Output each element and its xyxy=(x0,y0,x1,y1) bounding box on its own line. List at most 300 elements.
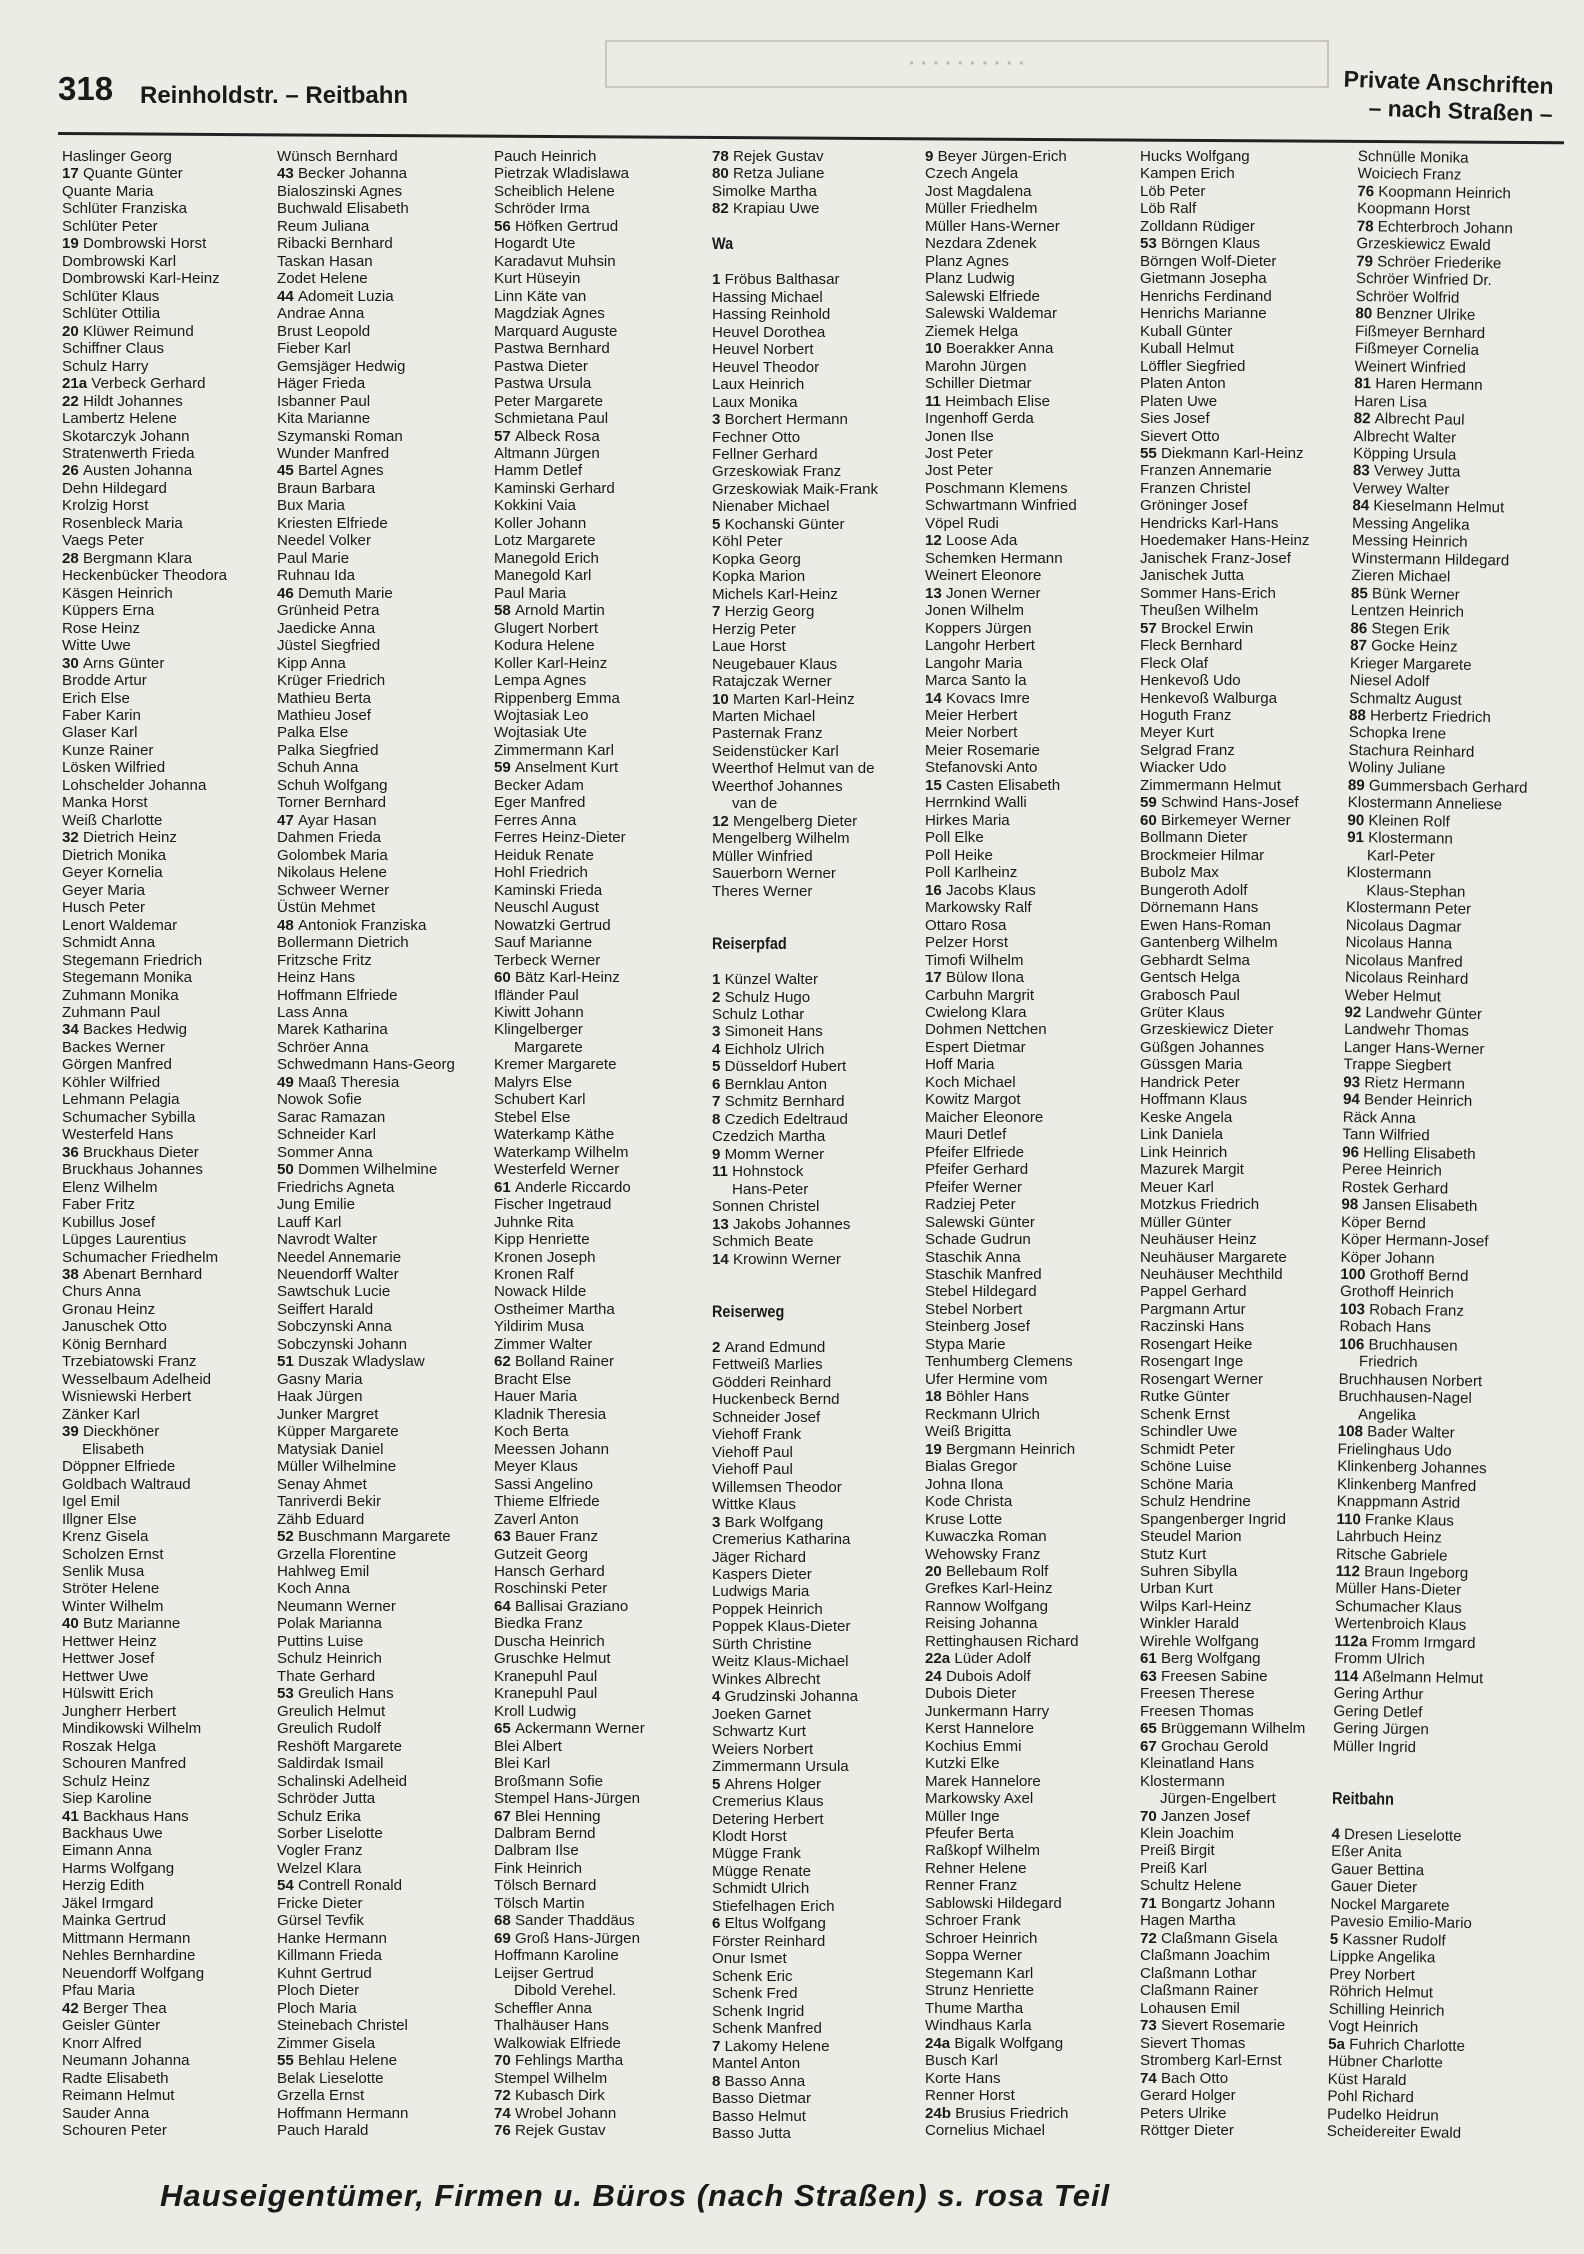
resident-entry: Ewen Hans-Roman xyxy=(1140,916,1271,934)
resident-entry: Thieme Elfriede xyxy=(494,1493,600,1511)
resident-entry: Hagen Martha xyxy=(1140,1912,1236,1930)
resident-entry: 70 Janzen Josef xyxy=(1140,1807,1250,1825)
resident-entry: Ströter Helene xyxy=(62,1580,160,1598)
resident-entry: Wehowsky Franz xyxy=(925,1545,1041,1563)
resident-entry: Schumacher Klaus xyxy=(1334,1597,1462,1617)
resident-entry: 48 Antoniok Franziska xyxy=(277,916,427,934)
resident-entry: Schmietana Paul xyxy=(494,410,609,428)
house-number: 53 xyxy=(277,1685,298,1703)
resident-entry: 4 Grudzinski Johanna xyxy=(712,1688,858,1706)
resident-entry: Killmann Frieda xyxy=(277,1947,382,1965)
house-number: 7 xyxy=(712,603,725,621)
resident-entry: Heckenbücker Theodora xyxy=(62,567,228,585)
resident-entry: Kremer Margarete xyxy=(494,1056,617,1074)
resident-entry: Gentsch Helga xyxy=(1140,969,1240,987)
resident-entry: Igel Emil xyxy=(62,1493,120,1511)
resident-entry: 17 Quante Günter xyxy=(62,165,183,183)
house-number: 76 xyxy=(1357,182,1379,201)
resident-entry: Selgrad Franz xyxy=(1140,741,1235,759)
resident-entry: Sommer Hans-Erich xyxy=(1140,584,1276,602)
resident-entry: Zänker Karl xyxy=(62,1405,141,1423)
resident-entry: Thume Martha xyxy=(925,1999,1024,2017)
resident-entry: Czech Angela xyxy=(925,165,1019,183)
resident-entry: 61 Anderle Riccardo xyxy=(494,1178,631,1196)
resident-entry: Herzig Edith xyxy=(62,1877,145,1895)
house-number: 78 xyxy=(712,148,733,165)
resident-entry: Kronen Joseph xyxy=(494,1248,596,1266)
resident-entry: 39 Dieckhöner xyxy=(62,1423,160,1441)
resident-entry: Ifländer Paul xyxy=(494,986,579,1004)
resident-entry: 40 Butz Marianne xyxy=(62,1615,181,1633)
resident-entry: Paul Maria xyxy=(494,584,567,602)
house-number: 45 xyxy=(277,462,298,480)
resident-entry: Carbuhn Margrit xyxy=(925,986,1035,1004)
resident-entry: Tann Wilfried xyxy=(1342,1126,1430,1145)
resident-entry: 92 Landwehr Günter xyxy=(1344,1003,1483,1024)
resident-entry: Winter Wilhelm xyxy=(62,1597,164,1615)
resident-entry: 73 Sievert Rosemarie xyxy=(1140,2017,1286,2035)
resident-entry: 72 Kubasch Dirk xyxy=(494,2087,605,2105)
resident-entry: Schlüter Franziska xyxy=(62,200,187,218)
resident-entry: Sievert Otto xyxy=(1140,427,1220,445)
resident-entry: Pargmann Artur xyxy=(1140,1300,1246,1318)
resident-entry: Matysiak Daniel xyxy=(277,1440,384,1458)
resident-entry: Gering Jürgen xyxy=(1333,1719,1429,1739)
resident-entry: Stebel Else xyxy=(494,1108,571,1126)
resident-entry: Woliny Juliane xyxy=(1348,759,1446,778)
resident-entry: Klaus-Stephan xyxy=(1366,881,1466,901)
resident-entry: Timofi Wilhelm xyxy=(925,951,1024,969)
resident-entry: 59 Anselment Kurt xyxy=(494,759,619,777)
resident-entry: Palka Else xyxy=(277,724,349,742)
resident-entry: Weber Helmut xyxy=(1344,986,1442,1005)
resident-entry: Needel Annemarie xyxy=(277,1248,402,1266)
resident-entry: Staschik Anna xyxy=(925,1248,1021,1266)
resident-entry: Hogardt Ute xyxy=(494,235,576,253)
resident-entry: Sobczynski Anna xyxy=(277,1318,392,1336)
resident-entry: Hübner Charlotte xyxy=(1327,2052,1444,2072)
resident-entry: Neuhäuser Heinz xyxy=(1140,1231,1257,1249)
resident-entry: Fieber Karl xyxy=(277,340,351,358)
resident-entry: Hassing Reinhold xyxy=(712,306,831,324)
resident-entry: Tenhumberg Clemens xyxy=(925,1353,1073,1371)
resident-entry: 106 Bruchhausen xyxy=(1339,1335,1458,1355)
resident-entry: Förster Reinhard xyxy=(712,1932,826,1950)
resident-entry: Eger Manfred xyxy=(494,794,586,812)
resident-entry: 11 Hohnstock xyxy=(712,1163,804,1181)
resident-entry: Jung Emilie xyxy=(277,1196,356,1214)
resident-entry: 12 Loose Ada xyxy=(925,532,1018,550)
resident-entry: Schwartz Kurt xyxy=(712,1723,806,1741)
resident-entry: Schweer Werner xyxy=(277,881,390,899)
resident-entry: Gebhardt Selma xyxy=(1140,951,1250,969)
resident-entry: Müller Hans-Werner xyxy=(925,217,1060,235)
resident-entry: 4 Dresen Lieselotte xyxy=(1331,1825,1462,1845)
resident-entry: Köhler Wilfried xyxy=(62,1073,161,1091)
house-number: 80 xyxy=(1355,305,1377,323)
directory-column-5 xyxy=(925,148,1079,2139)
house-number: 112a xyxy=(1334,1632,1372,1651)
resident-entry: Friedrichs Agneta xyxy=(277,1178,395,1196)
resident-entry: Schouren Peter xyxy=(62,2121,167,2139)
resident-entry: Löb Ralf xyxy=(1140,200,1197,218)
house-number: 43 xyxy=(277,165,298,183)
resident-entry: Grünheid Petra xyxy=(277,602,380,620)
house-number: 4 xyxy=(1331,1825,1345,1843)
resident-entry: Kuwaczka Roman xyxy=(925,1528,1047,1546)
resident-entry: Planz Ludwig xyxy=(925,270,1015,288)
resident-entry: van de xyxy=(732,795,778,813)
resident-entry: 87 Gocke Heinz xyxy=(1350,637,1458,656)
resident-entry: Löffler Siegfried xyxy=(1140,357,1246,375)
resident-entry: 96 Helling Elisabeth xyxy=(1342,1143,1476,1163)
resident-entry: Köpping Ursula xyxy=(1353,444,1457,464)
resident-entry: Kutzki Elke xyxy=(925,1755,1000,1773)
house-number: 17 xyxy=(925,969,946,987)
house-number: 3 xyxy=(712,1023,725,1041)
resident-entry: Strunz Henriette xyxy=(925,1982,1035,2000)
house-number: 8 xyxy=(712,2072,725,2090)
resident-entry: Wünsch Bernhard xyxy=(277,148,398,165)
resident-entry: Pfeufer Berta xyxy=(925,1825,1014,1842)
resident-entry: Polak Marianna xyxy=(277,1615,382,1633)
resident-entry: Gerard Holger xyxy=(1140,2087,1236,2105)
resident-entry: Torner Bernhard xyxy=(277,794,387,812)
resident-entry: Glugert Norbert xyxy=(494,619,599,637)
resident-entry: Pastwa Dieter xyxy=(494,357,588,375)
resident-entry: Schemken Hermann xyxy=(925,549,1063,567)
resident-entry: Henkevoß Udo xyxy=(1140,672,1241,690)
resident-entry: 20 Bellebaum Rolf xyxy=(925,1562,1049,1580)
resident-entry: Dombrowski Karl xyxy=(62,252,177,270)
resident-entry: Schwedmann Hans-Georg xyxy=(277,1056,455,1074)
resident-entry: Lohschelder Johanna xyxy=(62,776,207,794)
resident-entry: Albrecht Walter xyxy=(1353,427,1457,447)
resident-entry: Ferres Heinz-Dieter xyxy=(494,829,626,847)
resident-entry: Hanke Hermann xyxy=(277,1929,387,1947)
resident-entry: 114 Aßelmann Helmut xyxy=(1333,1667,1484,1687)
house-number: 5 xyxy=(712,1058,725,1076)
resident-entry: Simolke Martha xyxy=(712,182,817,200)
resident-entry: Jost Peter xyxy=(925,444,993,462)
resident-entry: Schouren Manfred xyxy=(62,1755,187,1773)
house-number: 85 xyxy=(1350,584,1373,602)
resident-entry: Pastwa Bernhard xyxy=(494,340,610,358)
resident-entry: Rutke Günter xyxy=(1140,1388,1230,1406)
resident-entry: Churs Anna xyxy=(62,1283,141,1301)
house-number: 20 xyxy=(925,1562,946,1580)
resident-entry: Kroll Ludwig xyxy=(494,1702,577,1720)
resident-entry: Kranepuhl Paul xyxy=(494,1685,598,1703)
house-number: 89 xyxy=(1347,776,1370,795)
resident-entry: 6 Bernklau Anton xyxy=(712,1075,827,1093)
resident-entry: Ottaro Rosa xyxy=(925,916,1007,934)
house-number: 5 xyxy=(1329,1930,1343,1948)
resident-entry: Busch Karl xyxy=(925,2052,998,2070)
resident-entry: Palka Siegfried xyxy=(277,741,379,759)
house-number: 12 xyxy=(712,812,733,830)
resident-entry: Claßmann Lothar xyxy=(1140,1964,1257,1982)
resident-entry: Siep Karoline xyxy=(62,1790,152,1808)
resident-entry: 1 Künzel Walter xyxy=(712,971,818,989)
resident-entry: Laue Horst xyxy=(712,638,786,656)
resident-entry: Meier Norbert xyxy=(925,724,1018,742)
blank-line xyxy=(712,918,878,935)
resident-entry: Nowok Sofie xyxy=(277,1091,362,1109)
resident-entry: Gering Arthur xyxy=(1333,1685,1424,1704)
resident-entry: Schlüter Ottilia xyxy=(62,305,161,323)
resident-entry: Stegemann Friedrich xyxy=(62,951,203,969)
house-number: 26 xyxy=(62,462,83,480)
resident-entry: Neuhäuser Margarete xyxy=(1140,1248,1287,1266)
house-number: 96 xyxy=(1342,1143,1364,1161)
resident-entry: 11 Heimbach Elise xyxy=(925,392,1051,410)
resident-entry: Reum Juliana xyxy=(277,217,370,235)
resident-entry: Poppek Heinrich xyxy=(712,1600,823,1618)
resident-entry: 34 Backes Hedwig xyxy=(62,1021,188,1039)
resident-entry: Greulich Helmut xyxy=(277,1702,386,1720)
house-number: 5 xyxy=(712,1775,725,1793)
resident-entry: 9 Beyer Jürgen-Erich xyxy=(925,148,1067,165)
resident-entry: Huckenbeck Bernd xyxy=(712,1391,840,1409)
street-heading: Reiserpfad xyxy=(712,934,787,954)
resident-entry: Hauer Maria xyxy=(494,1388,578,1406)
resident-entry: Lambertz Helene xyxy=(62,410,177,428)
resident-entry: Meessen Johann xyxy=(494,1440,609,1458)
resident-entry: 45 Bartel Agnes xyxy=(277,462,384,480)
resident-entry: Gantenberg Wilhelm xyxy=(1140,934,1278,952)
resident-entry: Weinert Winfried xyxy=(1354,357,1466,377)
resident-entry: Taskan Hasan xyxy=(277,252,373,270)
resident-entry: Zuhmann Monika xyxy=(62,986,179,1004)
resident-entry: Kurt Hüseyin xyxy=(494,270,581,288)
resident-entry: 24a Bigalk Wolfgang xyxy=(925,2034,1064,2052)
resident-entry: Claßmann Rainer xyxy=(1140,1982,1259,2000)
resident-entry: 22 Hildt Johannes xyxy=(62,392,183,410)
house-number: 24 xyxy=(925,1667,946,1685)
resident-entry: Hettwer Josef xyxy=(62,1650,155,1668)
resident-entry: Stebel Hildegard xyxy=(925,1283,1037,1301)
resident-entry: 57 Albeck Rosa xyxy=(494,427,600,445)
directory-column-1 xyxy=(62,148,227,2139)
resident-entry: 12 Mengelberg Dieter xyxy=(712,812,858,830)
resident-entry: Basso Jutta xyxy=(712,2124,791,2142)
resident-entry: Klostermann Peter xyxy=(1345,899,1472,919)
resident-entry: Peree Heinrich xyxy=(1341,1161,1442,1180)
resident-entry: 38 Abenart Bernhard xyxy=(62,1266,203,1283)
resident-entry: Niesel Adolf xyxy=(1349,671,1430,691)
house-number: 93 xyxy=(1343,1073,1365,1092)
resident-entry: 89 Gummersbach Gerhard xyxy=(1347,776,1528,797)
house-number: 67 xyxy=(1140,1737,1161,1755)
house-number: 28 xyxy=(62,549,83,567)
resident-entry: Schumacher Sybilla xyxy=(62,1108,196,1126)
resident-entry: Steudel Marion xyxy=(1140,1528,1242,1546)
resident-entry: Willemsen Theodor xyxy=(712,1478,842,1496)
resident-entry: Zimmermann Helmut xyxy=(1140,776,1281,794)
house-number: 65 xyxy=(1140,1720,1161,1738)
resident-entry: 82 Albrecht Paul xyxy=(1353,409,1465,429)
resident-entry: Jürgen-Engelbert xyxy=(1160,1790,1276,1808)
resident-entry: Neuschl August xyxy=(494,899,599,917)
house-number: 55 xyxy=(277,2052,298,2070)
resident-entry: 94 Bender Heinrich xyxy=(1342,1091,1473,1111)
resident-entry: Üstün Mehmet xyxy=(277,899,376,917)
resident-entry: 41 Backhaus Hans xyxy=(62,1807,189,1825)
house-number: 80 xyxy=(712,165,733,183)
resident-entry: Grzeskowiak Maik-Frank xyxy=(712,480,879,498)
resident-entry: Ostheimer Martha xyxy=(494,1300,615,1318)
resident-entry: Stiefelhagen Erich xyxy=(712,1897,835,1915)
resident-entry: Langohr Maria xyxy=(925,654,1023,672)
resident-entry: Wilps Karl-Heinz xyxy=(1140,1597,1252,1615)
resident-entry: Schmidt Anna xyxy=(62,934,156,952)
resident-entry: Heuvel Dorothea xyxy=(712,323,826,341)
resident-entry: Manegold Erich xyxy=(494,549,599,567)
house-number: 73 xyxy=(1140,2017,1161,2035)
resident-entry: Kita Marianne xyxy=(277,410,371,428)
resident-entry: Rehner Helene xyxy=(925,1859,1027,1877)
house-number: 34 xyxy=(62,1021,83,1039)
resident-entry: Buchwald Elisabeth xyxy=(277,200,409,218)
resident-entry: Schiller Dietmar xyxy=(925,375,1032,393)
resident-entry: Scheffler Anna xyxy=(494,1999,592,2017)
resident-entry: 70 Fehlings Martha xyxy=(494,2052,624,2070)
house-number: 74 xyxy=(1140,2069,1161,2087)
resident-entry: Klostermann xyxy=(1140,1772,1225,1790)
resident-entry: Grzeskowiak Franz xyxy=(712,463,842,481)
house-number: 41 xyxy=(62,1807,83,1825)
resident-entry: Janischek Jutta xyxy=(1140,567,1245,585)
resident-entry: Gasny Maria xyxy=(277,1370,363,1388)
resident-entry: Seiffert Harald xyxy=(277,1300,374,1318)
house-number: 84 xyxy=(1352,497,1374,515)
resident-entry: Zieren Michael xyxy=(1351,567,1451,586)
resident-entry: Verwey Walter xyxy=(1352,479,1450,499)
resident-entry: Schenk Fred xyxy=(712,1985,798,2003)
resident-entry: 98 Jansen Elisabeth xyxy=(1341,1195,1478,1216)
house-number: 20 xyxy=(62,322,83,340)
directory-column-3 xyxy=(494,148,645,2139)
resident-entry: Schlüter Klaus xyxy=(62,287,160,305)
resident-entry: Cornelius Michael xyxy=(925,2121,1045,2139)
resident-entry: Marek Hannelore xyxy=(925,1772,1041,1790)
resident-entry: Schröer Winfried Dr. xyxy=(1355,270,1492,290)
resident-entry: Zähb Eduard xyxy=(277,1510,365,1528)
resident-entry: Poppek Klaus-Dieter xyxy=(712,1618,851,1636)
resident-entry: Pfeifer Elfriede xyxy=(925,1143,1024,1161)
resident-entry: Reshöft Margarete xyxy=(277,1737,403,1755)
resident-entry: 76 Koopmann Heinrich xyxy=(1357,182,1511,203)
resident-entry: 42 Berger Thea xyxy=(62,1999,167,2017)
house-number: 16 xyxy=(925,881,946,899)
resident-entry: Koopmann Horst xyxy=(1356,200,1471,220)
resident-entry: 93 Rietz Hermann xyxy=(1343,1073,1466,1093)
resident-entry: Geyer Maria xyxy=(62,881,146,899)
resident-entry: 20 Klüwer Reimund xyxy=(62,322,194,340)
house-number: 39 xyxy=(62,1423,83,1441)
resident-entry: Sürth Christine xyxy=(712,1635,812,1653)
resident-entry: Meier Rosemarie xyxy=(925,741,1040,759)
resident-entry: Schenk Manfred xyxy=(712,2020,822,2038)
resident-entry: 79 Schröer Friederike xyxy=(1356,252,1502,273)
resident-entry: Thate Gerhard xyxy=(277,1667,376,1685)
resident-entry: Stebel Norbert xyxy=(925,1300,1023,1318)
resident-entry: Hendricks Karl-Hans xyxy=(1140,514,1279,532)
resident-entry: Sauf Marianne xyxy=(494,934,593,952)
house-number: 9 xyxy=(925,148,938,165)
resident-entry: 62 Bolland Rainer xyxy=(494,1353,614,1371)
resident-entry: Bialoszinski Agnes xyxy=(277,182,403,200)
resident-entry: Fißmeyer Cornelia xyxy=(1354,340,1480,360)
directory-column-2 xyxy=(277,148,455,2139)
resident-entry: Nowack Hilde xyxy=(494,1283,587,1301)
resident-entry: 56 Höfken Gertrud xyxy=(494,217,619,235)
resident-entry: 49 Maaß Theresia xyxy=(277,1073,400,1091)
resident-entry: Frielinghaus Udo xyxy=(1337,1440,1452,1460)
resident-entry: Weerthof Helmut van de xyxy=(712,760,875,778)
resident-entry: Peters Ulrike xyxy=(1140,2104,1227,2122)
resident-entry: 67 Blei Henning xyxy=(494,1807,601,1825)
house-number: 58 xyxy=(494,602,515,620)
resident-entry: Schneider Josef xyxy=(712,1408,821,1426)
section-header-line1: Private Anschriften xyxy=(1343,65,1554,99)
resident-entry: Krüger Friedrich xyxy=(277,672,386,690)
house-number: 54 xyxy=(277,1877,298,1895)
resident-entry: Elenz Wilhelm xyxy=(62,1178,158,1196)
resident-entry: Schröder Irma xyxy=(494,200,590,218)
resident-entry: Bialas Gregor xyxy=(925,1458,1018,1476)
resident-entry: Brust Leopold xyxy=(277,322,371,340)
resident-entry: 110 Franke Klaus xyxy=(1336,1510,1455,1530)
resident-entry: Margarete xyxy=(514,1038,583,1056)
resident-entry: 2 Schulz Hugo xyxy=(712,988,811,1006)
resident-entry: Brockmeier Hilmar xyxy=(1140,846,1265,864)
resident-entry: Brodde Artur xyxy=(62,672,147,690)
resident-entry: Gödderi Reinhard xyxy=(712,1373,832,1391)
resident-entry: Schöne Luise xyxy=(1140,1458,1232,1476)
resident-entry: Witte Uwe xyxy=(62,637,131,655)
resident-entry: Basso Dietmar xyxy=(712,2090,811,2108)
resident-entry: Knappmann Astrid xyxy=(1336,1492,1461,1512)
house-number: 14 xyxy=(712,1250,733,1268)
house-number: 4 xyxy=(712,1040,725,1058)
resident-entry: Michels Karl-Heinz xyxy=(712,585,838,603)
resident-entry: 5 Ahrens Holger xyxy=(712,1775,822,1793)
resident-entry: Fricke Dieter xyxy=(277,1894,363,1912)
resident-entry: Link Heinrich xyxy=(1140,1143,1228,1161)
resident-entry: Fritzsche Fritz xyxy=(277,951,372,969)
resident-entry: 85 Bünk Werner xyxy=(1350,584,1460,604)
resident-entry: Haak Jürgen xyxy=(277,1388,363,1406)
resident-entry: 14 Krowinn Werner xyxy=(712,1250,841,1268)
resident-entry: Hülswitt Erich xyxy=(62,1685,154,1703)
resident-entry: Klingelberger xyxy=(494,1021,583,1039)
resident-entry: 63 Freesen Sabine xyxy=(1140,1667,1268,1685)
resident-entry: Bollermann Dietrich xyxy=(277,934,409,952)
resident-entry: Räck Anna xyxy=(1342,1108,1416,1127)
resident-entry: Raczinski Hans xyxy=(1140,1318,1245,1336)
resident-entry: Müller Ingrid xyxy=(1332,1737,1417,1756)
resident-entry: Braun Barbara xyxy=(277,479,376,497)
resident-entry: Kaminski Gerhard xyxy=(494,479,615,497)
resident-entry: Wesselbaum Adelheid xyxy=(62,1370,212,1388)
resident-entry: Sommer Anna xyxy=(277,1143,373,1161)
resident-entry: 2 Arand Edmund xyxy=(712,1338,826,1356)
resident-entry: Rostek Gerhard xyxy=(1341,1178,1449,1198)
house-number: 59 xyxy=(1140,794,1161,812)
resident-entry: Mathieu Berta xyxy=(277,689,371,707)
